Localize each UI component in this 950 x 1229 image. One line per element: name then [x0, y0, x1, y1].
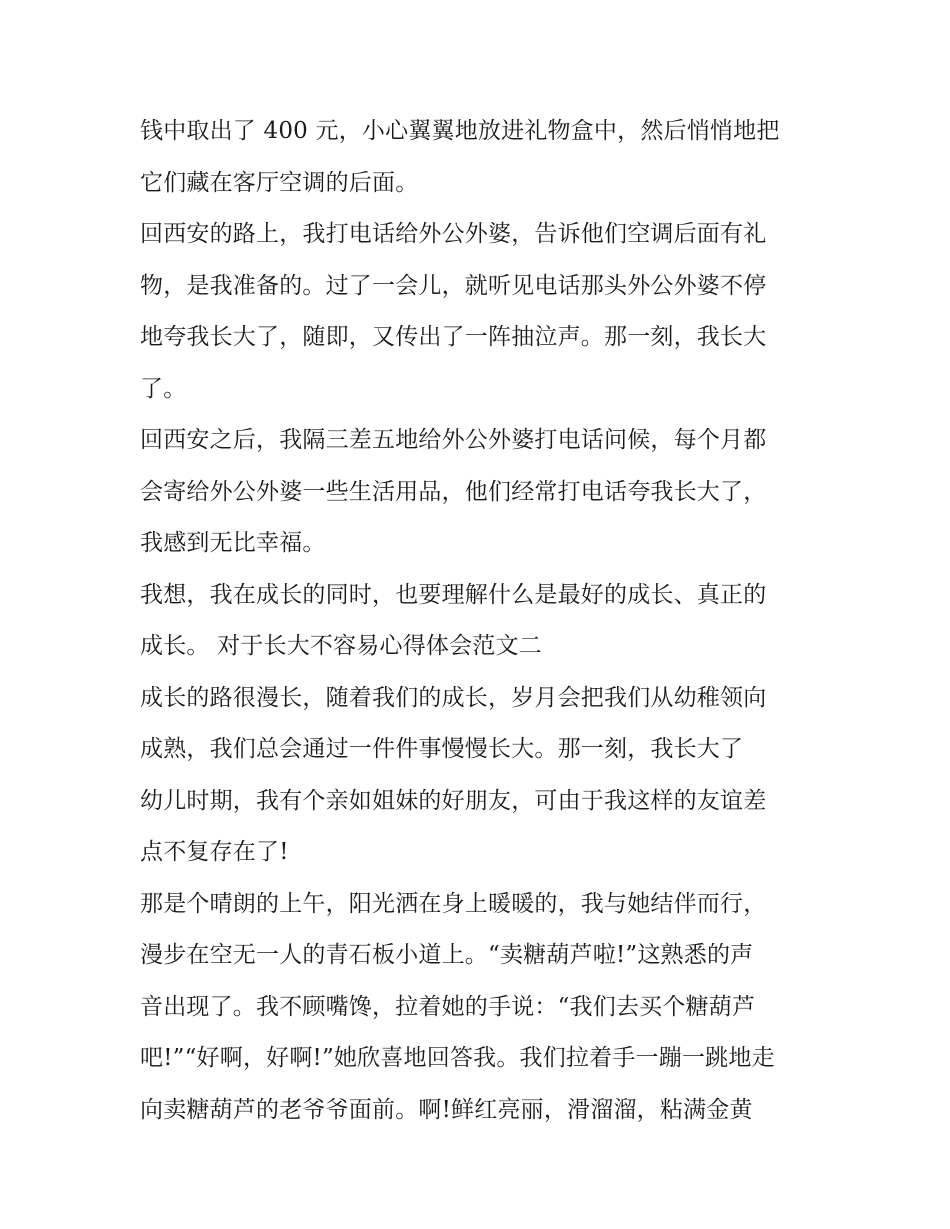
- text-line: 成熟，我们总会通过一件件事慢慢长大。那一刻，我长大了: [140, 736, 744, 762]
- text-line: 幼儿时期，我有个亲如姐妹的好朋友，可由于我这样的友谊差: [140, 787, 767, 814]
- text-line: 成长。 对于长大不容易心得体会范文二: [140, 633, 542, 659]
- text-line: 回西安的路上，我打电话给外公外婆，告诉他们空调后面有礼: [140, 221, 767, 247]
- text-line: 地夸我长大了，随即，又传出了一阵抽泣声。那一刻，我长大: [140, 324, 767, 350]
- text-line: 吧!”“好啊，好啊!”她欣喜地回答我。我们拉着手一蹦一跳地走: [140, 1045, 775, 1071]
- text-line: 那是个晴朗的上午，阳光洒在身上暖暖的，我与她结伴而行，: [140, 890, 767, 917]
- text-line: 会寄给外公外婆一些生活用品，他们经常打电话夸我长大了，: [140, 478, 767, 505]
- text-line: 向卖糖葫芦的老爷爷面前。啊!鲜红亮丽，滑溜溜，粘满金黄: [140, 1096, 753, 1123]
- text-line: 回西安之后，我隔三差五地给外公外婆打电话问候，每个月都: [140, 427, 767, 453]
- document-body: [140, 106, 820, 1136]
- text-line: 音出现了。我不顾嘴馋，拉着她的手说：“我们去买个糖葫芦: [140, 993, 756, 1020]
- text-line: 成长的路很漫长，随着我们的成长，岁月会把我们从幼稚领向: [140, 684, 767, 711]
- text-line: 我想，我在成长的同时，也要理解什么是最好的成长、真正的: [140, 581, 767, 608]
- text-line: 点不复存在了!: [140, 839, 289, 865]
- text-line: 漫步在空无一人的青石板小道上。“卖糖葫芦啦!”这熟悉的声: [140, 942, 754, 968]
- text-line: 钱中取出了 400 元，小心翼翼地放进礼物盒中，然后悄悄地把: [140, 118, 780, 144]
- text-line: 物，是我准备的。过了一会儿，就听见电话那头外公外婆不停: [140, 272, 767, 299]
- text-line: 我感到无比幸福。: [140, 530, 326, 556]
- text-line: 它们藏在客厅空调的后面。: [140, 169, 419, 196]
- text-line: 了。: [140, 375, 187, 402]
